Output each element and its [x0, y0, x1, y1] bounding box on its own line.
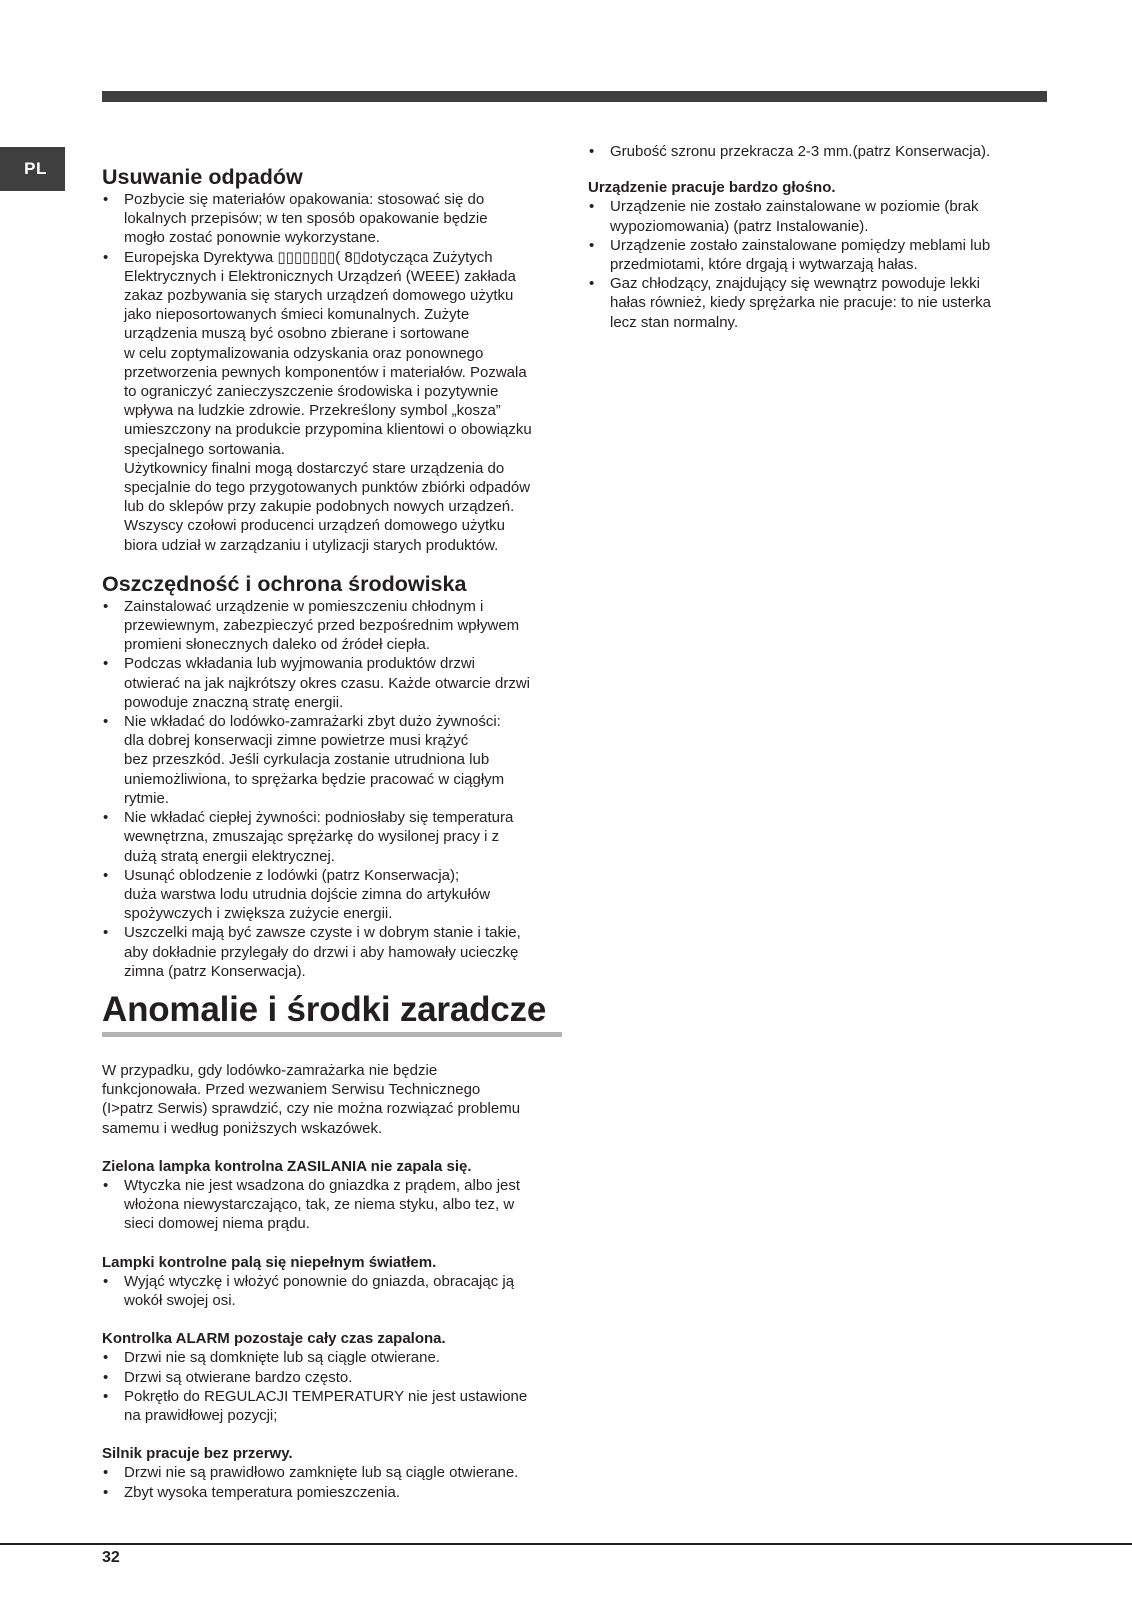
- savings-list: [102, 597, 572, 981]
- anomalies-intro: W przypadku, gdy lodówko-zamrażarka nie będzie funkcjonowała. Przed wezwaniem Serwisu Technicznego (I>patrz Serwis) sprawdzić, czy nie można rozwiązać problemu samemu i według poniższych wskazówek.: [102, 1061, 521, 1137]
- list-item: • Nie wkładać ciepłej żywności: podniosłaby się temperatura wewnętrzna, zmuszając sprężarkę do wysilonej pracy i z dużą stratą energii elektrycznej.: [102, 808, 572, 866]
- list-item: • Wyjąć wtyczkę i włożyć ponownie do gniazda, obracając ją wokół swojej osi.: [102, 1272, 572, 1310]
- frost-list: [588, 142, 1038, 161]
- page-number: 32: [102, 1549, 120, 1566]
- list-item: • Pokrętło do REGULACJI TEMPERATURY nie jest ustawione na prawidłowej pozycji;: [102, 1387, 572, 1425]
- list-item: • Grubość szronu przekracza 2-3 mm.(patrz Konserwacja).: [588, 142, 1038, 161]
- anomalies-heading: Anomalie i środki zaradcze: [102, 990, 562, 1037]
- list-item: • Wtyczka nie jest wsadzona do gniazdka z prądem, albo jest włożona niewystarczająco, tak, ze niema styku, albo tez, w sieci domowej niema prądu.: [102, 1176, 572, 1234]
- list-item: • Urządzenie zostało zainstalowane pomiędzy meblami lub przedmiotami, które drgają i wytwarzają hałas.: [588, 236, 1038, 274]
- footer-rule: [0, 1543, 1132, 1545]
- list-item: • Uszczelki mają być zawsze czyste i w dobrym stanie i takie, aby dokładnie przylegały do drzwi i aby hamowały ucieczkę zimna (patrz Konserwacja).: [102, 923, 572, 981]
- list-item: • Pozbycie się materiałów opakowania: stosować się do lokalnych przepisów; w ten sposób opakowanie będzie mogło zostać ponownie wykorzystane.: [102, 190, 572, 248]
- list-item: • Urządzenie nie zostało zainstalowane w poziomie (brak wypoziomowania) (patrz Instalowanie).: [588, 197, 1038, 235]
- disposal-list: [102, 190, 572, 555]
- list-item: • Zbyt wysoka temperatura pomieszczenia.: [102, 1483, 572, 1502]
- list-item: • Usunąć oblodzenie z lodówki (patrz Konserwacja); duża warstwa lodu utrudnia dojście zimna do artykułów spożywczych i zwiększa zużycie energii.: [102, 866, 572, 924]
- power-light-heading: Zielona lampka kontrolna ZASILANIA nie zapala się.: [102, 1157, 472, 1175]
- motor-list: [102, 1463, 572, 1501]
- dim-lights-heading: Lampki kontrolne palą się niepełnym światłem.: [102, 1253, 437, 1271]
- savings-heading: Oszczędność i ochrona środowiska: [102, 571, 467, 596]
- alarm-heading: Kontrolka ALARM pozostaje cały czas zapalona.: [102, 1330, 446, 1348]
- dim-lights-list: [102, 1272, 572, 1310]
- power-light-list: [102, 1176, 572, 1234]
- noise-list: [588, 197, 1038, 331]
- noise-heading: Urządzenie pracuje bardzo głośno.: [588, 179, 836, 197]
- list-item: • Europejska Dyrektywa ▯▯▯▯▯▯▯( 8▯dotycząca Zużytych Elektrycznych i Elektronicznych Urządzeń (WEEE) zakłada zakaz pozbywania się starych urządzeń domowego użytku jako nieposortowanych śmieci komunalnych. Zużyte urządzenia muszą być osobno zbierane i sortowane w celu zoptymalizowania odzyskania oraz ponownego przetworzenia pewnych komponentów i materiałów. Pozwala to ograniczyć zanieczyszczenie środowiska i pozytywnie wpływa na ludzkie zdrowie. Przekreślony symbol „kosza” umieszczony na produkcie przypomina klientowi o obowiązku specjalnego sortowania. Użytkownicy finalni mogą dostarczyć stare urządzenia do specjalnie do tego przygotowanych punktów zbiórki odpadów lub do sklepów przy zakupie podobnych nowych urządzeń. Wszyscy czołowi producenci urządzeń domowego użytku biora udział w zarządzaniu i utylizacji starych produktów.: [102, 248, 572, 555]
- list-item: • Drzwi nie są prawidłowo zamknięte lub są ciągle otwierane.: [102, 1463, 572, 1482]
- list-item: • Nie wkładać do lodówko-zamrażarki zbyt dużo żywności: dla dobrej konserwacji zimne powietrze musi krążyć bez przeszkód. Jeśli cyrkulacja zostanie utrudniona lub uniemożliwiona, to sprężarka będzie pracować w ciągłym rytmie.: [102, 712, 572, 808]
- list-item: • Podczas wkładania lub wyjmowania produktów drzwi otwierać na jak najkrótszy okres czasu. Każde otwarcie drzwi powoduje znaczną stratę energii.: [102, 654, 572, 712]
- right-column: [588, 142, 1038, 332]
- alarm-list: [102, 1348, 572, 1425]
- disposal-heading: Usuwanie odpadów: [102, 165, 303, 189]
- list-item: • Zainstalować urządzenie w pomieszczeniu chłodnym i przewiewnym, zabezpieczyć przed bezpośrednim wpływem promieni słonecznych daleko od źródeł ciepła.: [102, 597, 572, 655]
- language-tab: PL: [0, 147, 65, 191]
- left-column: [102, 160, 572, 1502]
- list-item: • Drzwi są otwierane bardzo często.: [102, 1368, 572, 1387]
- list-item: • Gaz chłodzący, znajdujący się wewnątrz powoduje lekki hałas również, kiedy sprężarka nie pracuje: to nie usterka lecz stan normalny.: [588, 274, 1038, 332]
- header-rule: [102, 91, 1047, 102]
- motor-heading: Silnik pracuje bez przerwy.: [102, 1445, 293, 1463]
- list-item: • Drzwi nie są domknięte lub są ciągle otwierane.: [102, 1348, 572, 1367]
